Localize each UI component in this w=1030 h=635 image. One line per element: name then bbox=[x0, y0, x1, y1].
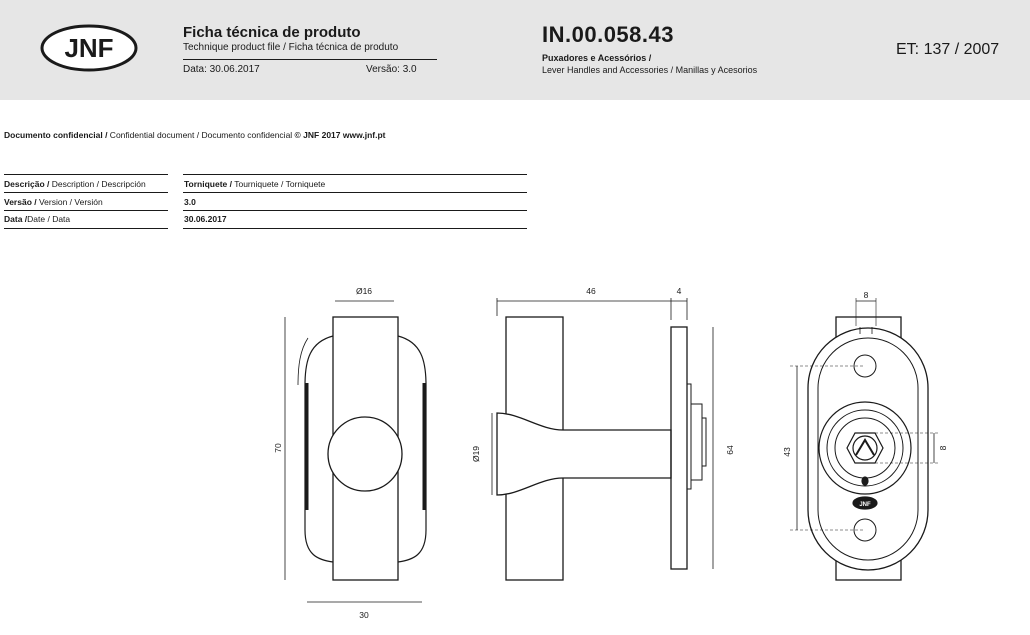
dim-height-43: 43 bbox=[782, 447, 792, 457]
svg-text:JNF: JNF bbox=[64, 33, 114, 63]
plate-logo: JNF bbox=[859, 502, 871, 508]
sheet-date: Data: 30.06.2017 bbox=[183, 64, 260, 75]
spec-value-date: 30.06.2017 bbox=[184, 214, 227, 224]
confidential-notice: Documento confidencial / Confidential document / Documento confidencial © JNF 2017 www.jnf.pt bbox=[4, 130, 386, 140]
dim-diameter-16: Ø16 bbox=[355, 286, 373, 296]
spec-label-description: Descrição / Description / Descripción bbox=[4, 179, 146, 189]
spec-value-description: Torniquete / Tourniquete / Torniquete bbox=[184, 179, 326, 189]
dim-height-64: 64 bbox=[725, 445, 735, 455]
dim-diameter-19: Ø19 bbox=[471, 445, 481, 463]
front-view bbox=[285, 301, 426, 602]
spec-value-version: 3.0 bbox=[184, 197, 196, 207]
dim-width-30: 30 bbox=[359, 610, 369, 620]
dim-length-46: 46 bbox=[586, 286, 596, 296]
dim-thickness-4: 4 bbox=[676, 286, 682, 296]
category-main: Puxadores e Acessórios / bbox=[542, 53, 652, 63]
spec-label-date: Data /Date / Data bbox=[4, 214, 71, 224]
sheet-version: Versão: 3.0 bbox=[366, 64, 417, 75]
sheet-title: Ficha técnica de produto bbox=[183, 24, 361, 41]
et-reference: ET: 137 / 2007 bbox=[896, 41, 1000, 58]
dim-height-70: 70 bbox=[273, 443, 283, 453]
dim-height-8-side: 8 bbox=[938, 445, 948, 451]
side-view bbox=[492, 298, 713, 580]
category-sub: Lever Handles and Accessories / Manillas y Acesorios bbox=[542, 65, 758, 75]
dim-width-8-top: 8 bbox=[863, 290, 869, 300]
product-code: IN.00.058.43 bbox=[542, 22, 674, 47]
back-view bbox=[790, 298, 940, 580]
spec-label-version: Versão / Version / Versión bbox=[4, 197, 103, 207]
sheet-subtitle: Technique product file / Ficha técnica de produto bbox=[183, 42, 399, 53]
